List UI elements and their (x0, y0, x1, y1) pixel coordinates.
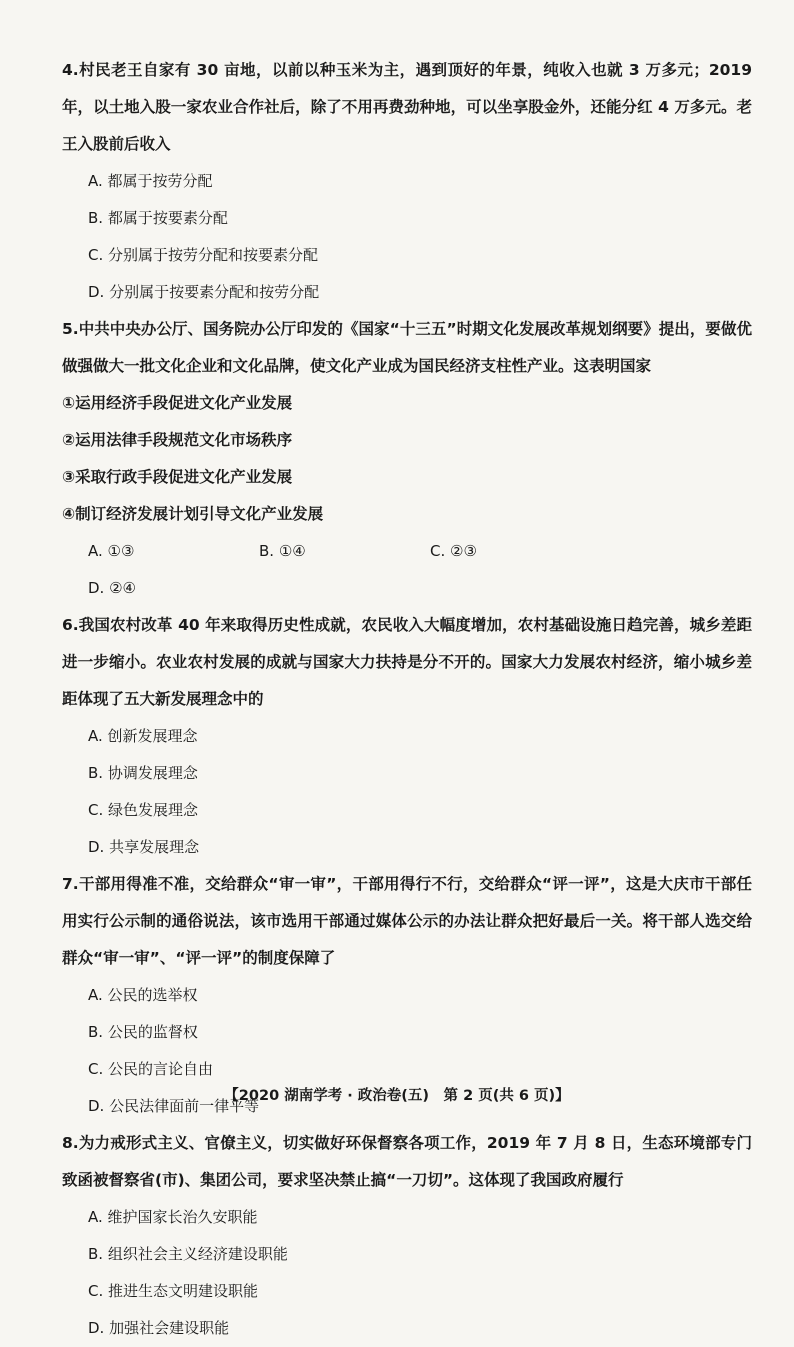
page-footer: 【2020 湖南学考 · 政治卷(五) 第 2 页(共 6 页)】 (224, 1088, 570, 1104)
option-list (62, 163, 752, 311)
option-d[interactable]: D. 分别属于按要素分配和按劳分配 (88, 283, 320, 301)
question-stem: 6.我国农村改革 40 年来取得历史性成就，农民收入大幅度增加，农村基础设施日趋完善，城乡差距进一步缩小。农业农村发展的成就与国家大力扶持是分不开的。国家大力发展农村经济，缩小城乡差距体现了五大新发展理念中的 (62, 616, 752, 708)
question-stem: 7.干部用得准不准，交给群众“审一审”，干部用得行不行，交给群众“评一评”，这是大庆市干部任用实行公示制的通俗说法，该市选用干部通过媒体公示的办法让群众把好最后一关。将干部人选交给群众“审一审”、“评一评”的制度保障了 (62, 875, 752, 967)
option-c[interactable]: C. 公民的言论自由 (88, 1060, 214, 1078)
option-b[interactable]: B. 公民的监督权 (88, 1023, 198, 1041)
question-4 (62, 52, 752, 311)
option-list (62, 718, 752, 866)
option-c[interactable]: C. 分别属于按劳分配和按要素分配 (88, 246, 319, 264)
question-6 (62, 607, 752, 866)
option-list (62, 1199, 752, 1347)
option-b[interactable]: B. ①④ (259, 542, 306, 560)
question-stem: 4.村民老王自家有 30 亩地，以前以种玉米为主，遇到顶好的年景，纯收入也就 3 万多元；2019 年，以土地入股一家农业合作社后，除了不用再费劲种地，可以坐享股金外，还能分红 4 万多元。老王入股前后收入 (62, 61, 752, 153)
option-d[interactable]: D. 共享发展理念 (88, 838, 200, 856)
option-d[interactable]: D. 加强社会建设职能 (88, 1319, 230, 1337)
option-a[interactable]: A. 创新发展理念 (88, 727, 198, 745)
statement-3: ③采取行政手段促进文化产业发展 (62, 468, 293, 486)
option-a[interactable]: A. 公民的选举权 (88, 986, 198, 1004)
option-b[interactable]: B. 组织社会主义经济建设职能 (88, 1245, 288, 1263)
question-8 (62, 1125, 752, 1347)
option-b[interactable]: B. 都属于按要素分配 (88, 209, 228, 227)
option-a[interactable]: A. ①③ (88, 542, 135, 560)
exam-page (62, 52, 752, 1347)
statement-4: ④制订经济发展计划引导文化产业发展 (62, 505, 324, 523)
option-c[interactable]: C. ②③ (430, 542, 477, 560)
statement-2: ②运用法律手段规范文化市场秩序 (62, 431, 293, 449)
option-d[interactable]: D. ②④ (88, 579, 136, 597)
option-a[interactable]: A. 维护国家长治久安职能 (88, 1208, 258, 1226)
statement-1: ①运用经济手段促进文化产业发展 (62, 394, 293, 412)
option-list (62, 533, 752, 607)
question-stem: 5.中共中央办公厅、国务院办公厅印发的《国家“十三五”时期文化发展改革规划纲要》提出，要做优做强做大一批文化企业和文化品牌，使文化产业成为国民经济支柱性产业。这表明国家 (62, 320, 752, 375)
option-c[interactable]: C. 推进生态文明建设职能 (88, 1282, 259, 1300)
option-d[interactable]: D. 公民法律面前一律平等 (88, 1097, 260, 1115)
option-a[interactable]: A. 都属于按劳分配 (88, 172, 213, 190)
option-b[interactable]: B. 协调发展理念 (88, 764, 198, 782)
option-c[interactable]: C. 绿色发展理念 (88, 801, 199, 819)
question-5 (62, 311, 752, 607)
question-stem: 8.为力戒形式主义、官僚主义，切实做好环保督察各项工作，2019 年 7 月 8 日，生态环境部专门致函被督察省(市)、集团公司，要求坚决禁止搞“一刀切”。这体现了我国政府履行 (62, 1134, 752, 1189)
